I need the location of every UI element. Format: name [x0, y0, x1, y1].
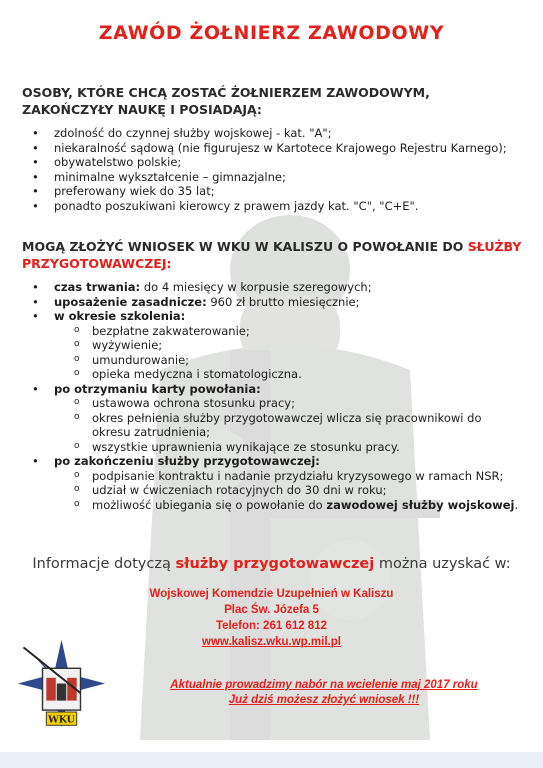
duration-text: do 4 miesięcy w korpusie szeregowych;	[140, 280, 372, 294]
service-list	[32, 280, 522, 512]
list-item: • obywatelstwo polskie;	[32, 155, 512, 170]
list-item: • niekaralność sądową (nie figurujesz w Kartotece Krajowego Rejestru Karnego);	[32, 141, 512, 156]
sublist-item: o wszystkie uprawnienia wynikające ze stosunku pracy.	[54, 440, 522, 455]
apply-heading-highlight: SŁUŻBY PRZYGOTOWAWCZEJ:	[22, 239, 522, 271]
info-highlight: służby przygotowawczej	[175, 556, 375, 572]
sublist-item	[54, 498, 522, 513]
after-last-bold: zawodowej służby wojskowej	[326, 497, 515, 512]
website-link[interactable]: www.kalisz.wku.wp.mil.pl	[202, 636, 341, 648]
training-label: w okresie szkolenia:	[54, 309, 186, 323]
duration-label: czas trwania:	[54, 280, 141, 294]
info-before: Informacje dotyczą	[32, 556, 176, 572]
office-address: Plac Św. Józefa 5	[224, 604, 319, 616]
list-item	[32, 454, 522, 512]
sublist-item: o udział w ćwiczeniach rotacyjnych do 30 dni w roku;	[54, 483, 522, 498]
office-phone: Telefon: 261 612 812	[215, 620, 327, 632]
after-last-text: możliwość ubiegania się o powołanie do	[92, 497, 327, 512]
notice-line-2: Już dziś możesz złożyć wniosek !!!	[228, 694, 420, 706]
apply-heading-text: MOGĄ ZŁOŻYĆ WNIOSEK W WKU W KALISZU O POWOŁANIE DO	[22, 239, 468, 254]
list-item	[32, 309, 522, 382]
info-line	[0, 556, 543, 572]
list-item: • ponadto poszukiwani kierowcy z prawem jazdy kat. "C", "C+E".	[32, 199, 512, 214]
card-sublist	[54, 396, 522, 454]
list-item: • minimalne wykształcenie – gimnazjalne;	[32, 170, 512, 185]
info-after: można uzyskać w:	[374, 556, 511, 572]
salary-text: 960 zł brutto miesięcznie;	[206, 294, 360, 309]
wku-logo-icon	[14, 636, 109, 731]
after-label: po zakończeniu służby przygotowawczej:	[54, 454, 320, 468]
requirements-heading: OSOBY, KTÓRE CHCĄ ZOSTAĆ ŻOŁNIERZEM ZAWODOWYM, ZAKOŃCZYŁY NAUKĘ I POSIADAJĄ:	[22, 85, 430, 117]
card-label: po otrzymaniu karty powołania:	[54, 381, 261, 396]
sublist-item: o ustawowa ochrona stosunku pracy;	[54, 396, 522, 411]
sublist-item: o bezpłatne zakwaterowanie;	[54, 324, 522, 339]
list-item	[32, 382, 522, 455]
apply-heading	[22, 238, 522, 272]
sublist-item: o wyżywienie;	[54, 338, 522, 353]
training-sublist	[54, 324, 522, 382]
page-title: ZAWÓD ŻOŁNIERZ ZAWODOWY	[98, 22, 445, 44]
list-item: • zdolność do czynnej służby wojskowej - kat. "A";	[32, 126, 512, 141]
logo-text: WKU	[48, 714, 75, 726]
sublist-item: o okres pełnienia służby przygotowawczej wlicza się pracownikowi do okresu zatrudnienia;	[54, 411, 522, 440]
bottom-bar	[0, 752, 543, 768]
office-name: Wojskowej Komendzie Uzupełnień w Kaliszu	[149, 588, 394, 600]
list-item: • preferowany wiek do 35 lat;	[32, 184, 512, 199]
salary-label: uposażenie zasadnicze:	[54, 294, 207, 309]
list-item	[32, 280, 522, 295]
sublist-item: o umundurowanie;	[54, 353, 522, 368]
requirements-list	[32, 126, 512, 213]
after-last-end: .	[514, 497, 519, 512]
recruitment-notice	[124, 678, 524, 708]
sublist-item: o opieka medyczna i stomatologiczna.	[54, 367, 522, 382]
notice-line-1: Aktualnie prowadzimy nabór na wcielenie maj 2017 roku	[170, 679, 478, 691]
after-sublist	[54, 469, 522, 513]
list-item	[32, 295, 522, 310]
sublist-item: o podpisanie kontraktu i nadanie przydziału kryzysowego w ramach NSR;	[54, 469, 522, 484]
